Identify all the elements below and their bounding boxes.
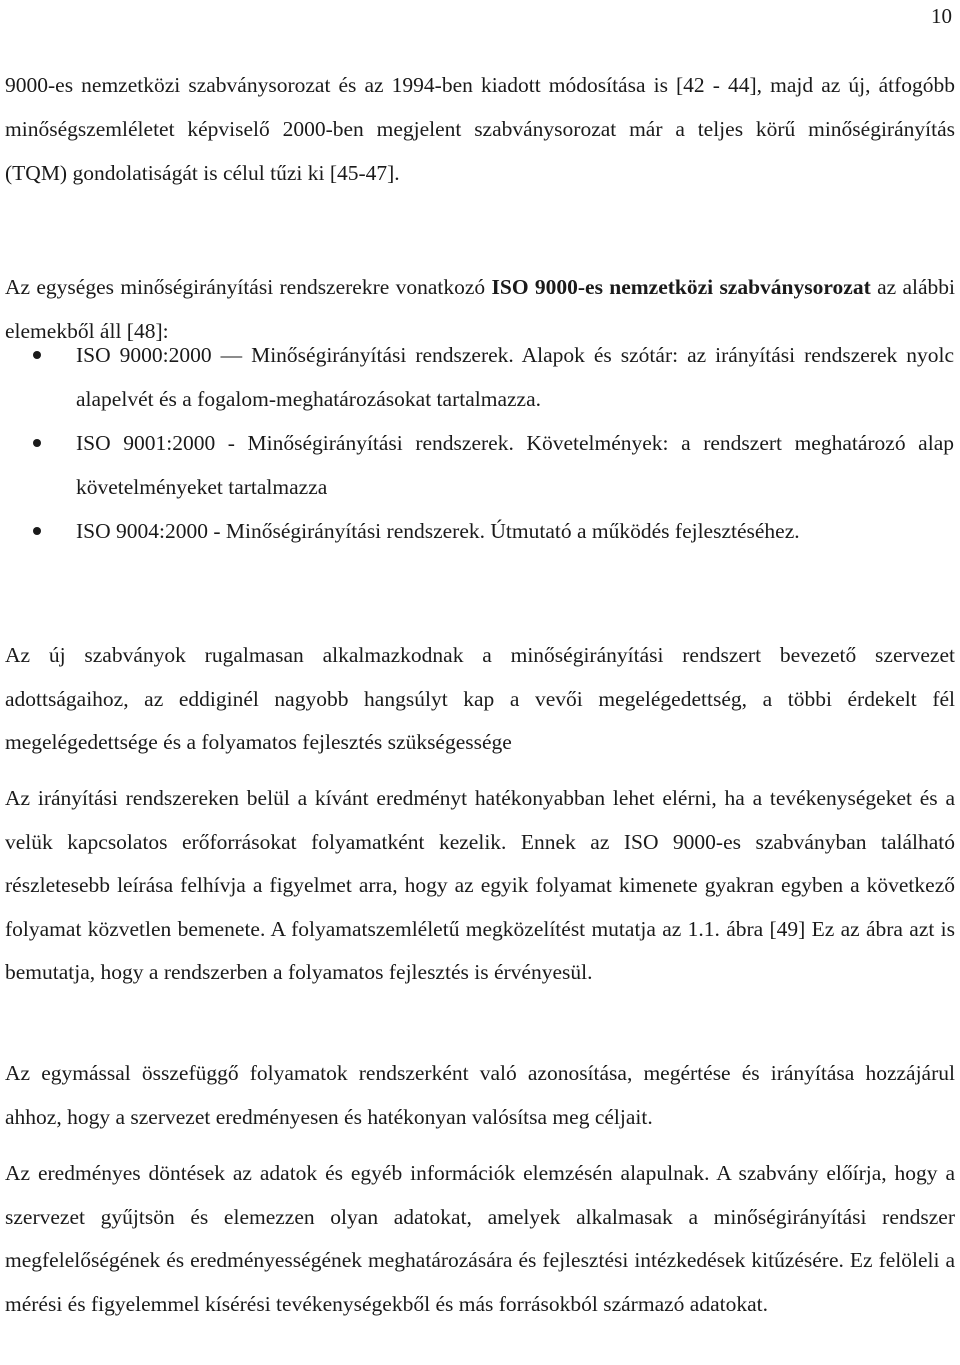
- intro-paragraph: 9000-es nemzetközi szabványsorozat és az 1994-ben kiadott módosítása is [42 - 44], majd az új, átfogóbb minőségszemléletet képviselő 2000-ben megjelent szabványsorozat már a teljes körű minőségirányítás (TQM) gondolatiságát is célul tűzi ki [45-47].: [5, 73, 955, 185]
- iso-intro-text-1: Az egységes minőségirányítási rendszerekre vonatkozó: [5, 275, 492, 299]
- paragraph-new-standards: Az új szabványok rugalmasan alkalmazkodnak a minőségirányítási rendszert bevezető szervezet adottságaihoz, az eddiginél nagyobb hangsúlyt kap a vevői megelégedettség, a többi érdekelt fél megelégedettsége és a folyamatos fejlesztés szükségessége: [5, 643, 955, 754]
- list-item: [0, 333, 954, 421]
- bullet-icon: [33, 351, 41, 359]
- list-item-text: ISO 9000:2000 — Minőségirányítási rendszerek. Alapok és szótár: az irányítási rendszerek nyolc alapelvét és a fogalom-meghatározásokat tartalmazza.: [76, 343, 954, 411]
- iso-standards-list: [0, 333, 960, 553]
- iso-intro-text-2: az alábbi elemekből áll [48]:: [5, 275, 955, 343]
- bullet-icon: [33, 527, 41, 535]
- list-item-text: ISO 9004:2000 - Minőségirányítási rendszerek. Útmutató a működés fejlesztéséhez.: [76, 519, 800, 543]
- list-item: [0, 421, 954, 509]
- page-number: 10: [931, 4, 952, 28]
- list-item-text: ISO 9001:2000 - Minőségirányítási rendszerek. Követelmények: a rendszert meghatározó alap követelményeket tartalmazza: [76, 431, 954, 499]
- bullet-icon: [33, 439, 41, 447]
- paragraph-process-approach: Az irányítási rendszereken belül a kívánt eredményt hatékonyabban lehet elérni, ha a tevékenységeket és a velük kapcsolatos erőforrásokat folyamatként kezelik. Ennek az ISO 9000-es szabványban található részletesebb leírása felhívja a figyelmet arra, hogy az egyik folyamat kimenete gyakran egyben a következő folyamat közvetlen bemenete. A folyamatszemléletű megközelítést mutatja az 1.1. ábra [49] Ez az ábra azt is bemutatja, hogy a rendszerben a folyamatos fejlesztés is érvényesül.: [5, 786, 955, 984]
- paragraph-system-approach: Az egymással összefüggő folyamatok rendszerként való azonosítása, megértése és irányítása hozzájárul ahhoz, hogy a szervezet eredményesen és hatékonyan valósítsa meg céljait.: [5, 1061, 955, 1129]
- paragraph-fact-based-decisions: Az eredményes döntések az adatok és egyéb információk elemzésén alapulnak. A szabvány előírja, hogy a szervezet gyűjtsön és elemezzen olyan adatokat, amelyek alkalmasak a minőségirányítási rendszer megfelelőségének és eredményességének meghatározására és fejlesztési intézkedések kitűzésére. Ez felöleli a mérési és figyelemmel kísérési tevékenységekből és más forrásokból származó adatokat.: [5, 1161, 955, 1316]
- list-item: [0, 509, 954, 553]
- iso-series-bold: ISO 9000-es nemzetközi szabványsorozat: [491, 275, 871, 299]
